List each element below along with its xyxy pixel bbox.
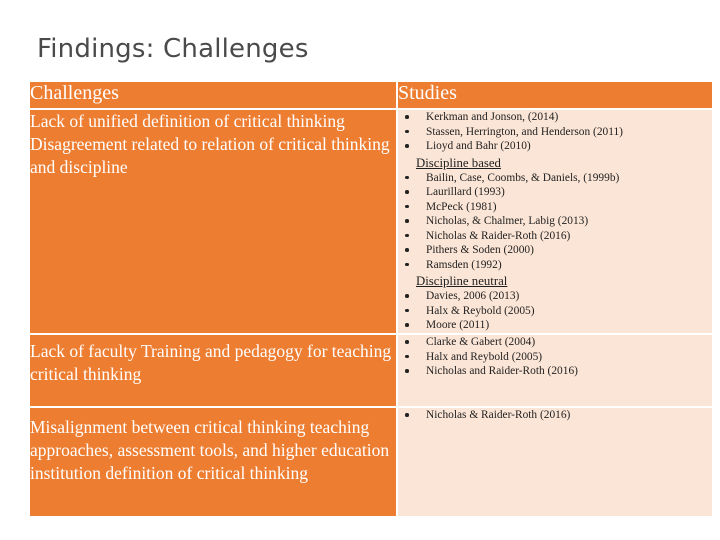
reference-item: Stassen, Herrington, and Henderson (2011) [398,125,712,140]
challenge-text: Misalignment between critical thinking teaching approaches, assessment tools, and higher education institution definition of critical thinking [30,417,390,483]
reference-item: Pithers & Soden (2000) [398,243,712,258]
studies-cell [397,407,712,517]
reference-list [398,335,712,379]
header-challenges: Challenges [30,82,397,109]
reference-item: Laurillard (1993) [398,185,712,200]
table-row [30,334,712,407]
header-studies: Studies [397,82,712,109]
reference-list [398,289,712,333]
table-row [30,407,712,517]
reference-item: Nicholas & Raider-Roth (2016) [398,229,712,244]
studies-cell [397,109,712,334]
reference-item: Nicholas, & Chalmer, Labig (2013) [398,214,712,229]
group-heading: Discipline neutral [416,274,508,288]
reference-item: Davies, 2006 (2013) [398,289,712,304]
reference-item: Moore (2011) [398,318,712,333]
reference-item: Halx & Reybold (2005) [398,304,712,319]
reference-list [398,171,712,273]
reference-list [398,110,712,154]
challenge-cell [30,407,397,517]
challenge-text: Lack of faculty Training and pedagogy for teaching critical thinking [30,341,392,384]
challenge-text: Lack of unified definition of critical thinking [30,111,345,131]
challenges-table [30,82,712,518]
reference-list [398,408,712,423]
table-row [30,109,712,334]
reference-item: Bailin, Case, Coombs, & Daniels, (1999b) [398,171,712,186]
studies-cell [397,334,712,407]
challenge-cell [30,109,397,334]
reference-item: Nicholas & Raider-Roth (2016) [398,408,712,423]
reference-item: McPeck (1981) [398,200,712,215]
header-row [30,82,712,109]
challenge-cell [30,334,397,407]
reference-item: Clarke & Gabert (2004) [398,335,712,350]
reference-item: Lioyd and Bahr (2010) [398,139,712,154]
group-heading: Discipline based [416,155,501,170]
reference-item: Kerkman and Jonson, (2014) [398,110,712,125]
slide-title: Findings: Challenges [37,34,309,64]
reference-item: Nicholas and Raider-Roth (2016) [398,364,712,379]
challenge-text: Disagreement related to relation of critical thinking and discipline [30,134,390,177]
reference-item: Ramsden (1992) [398,258,712,273]
reference-item: Halx and Reybold (2005) [398,350,712,365]
